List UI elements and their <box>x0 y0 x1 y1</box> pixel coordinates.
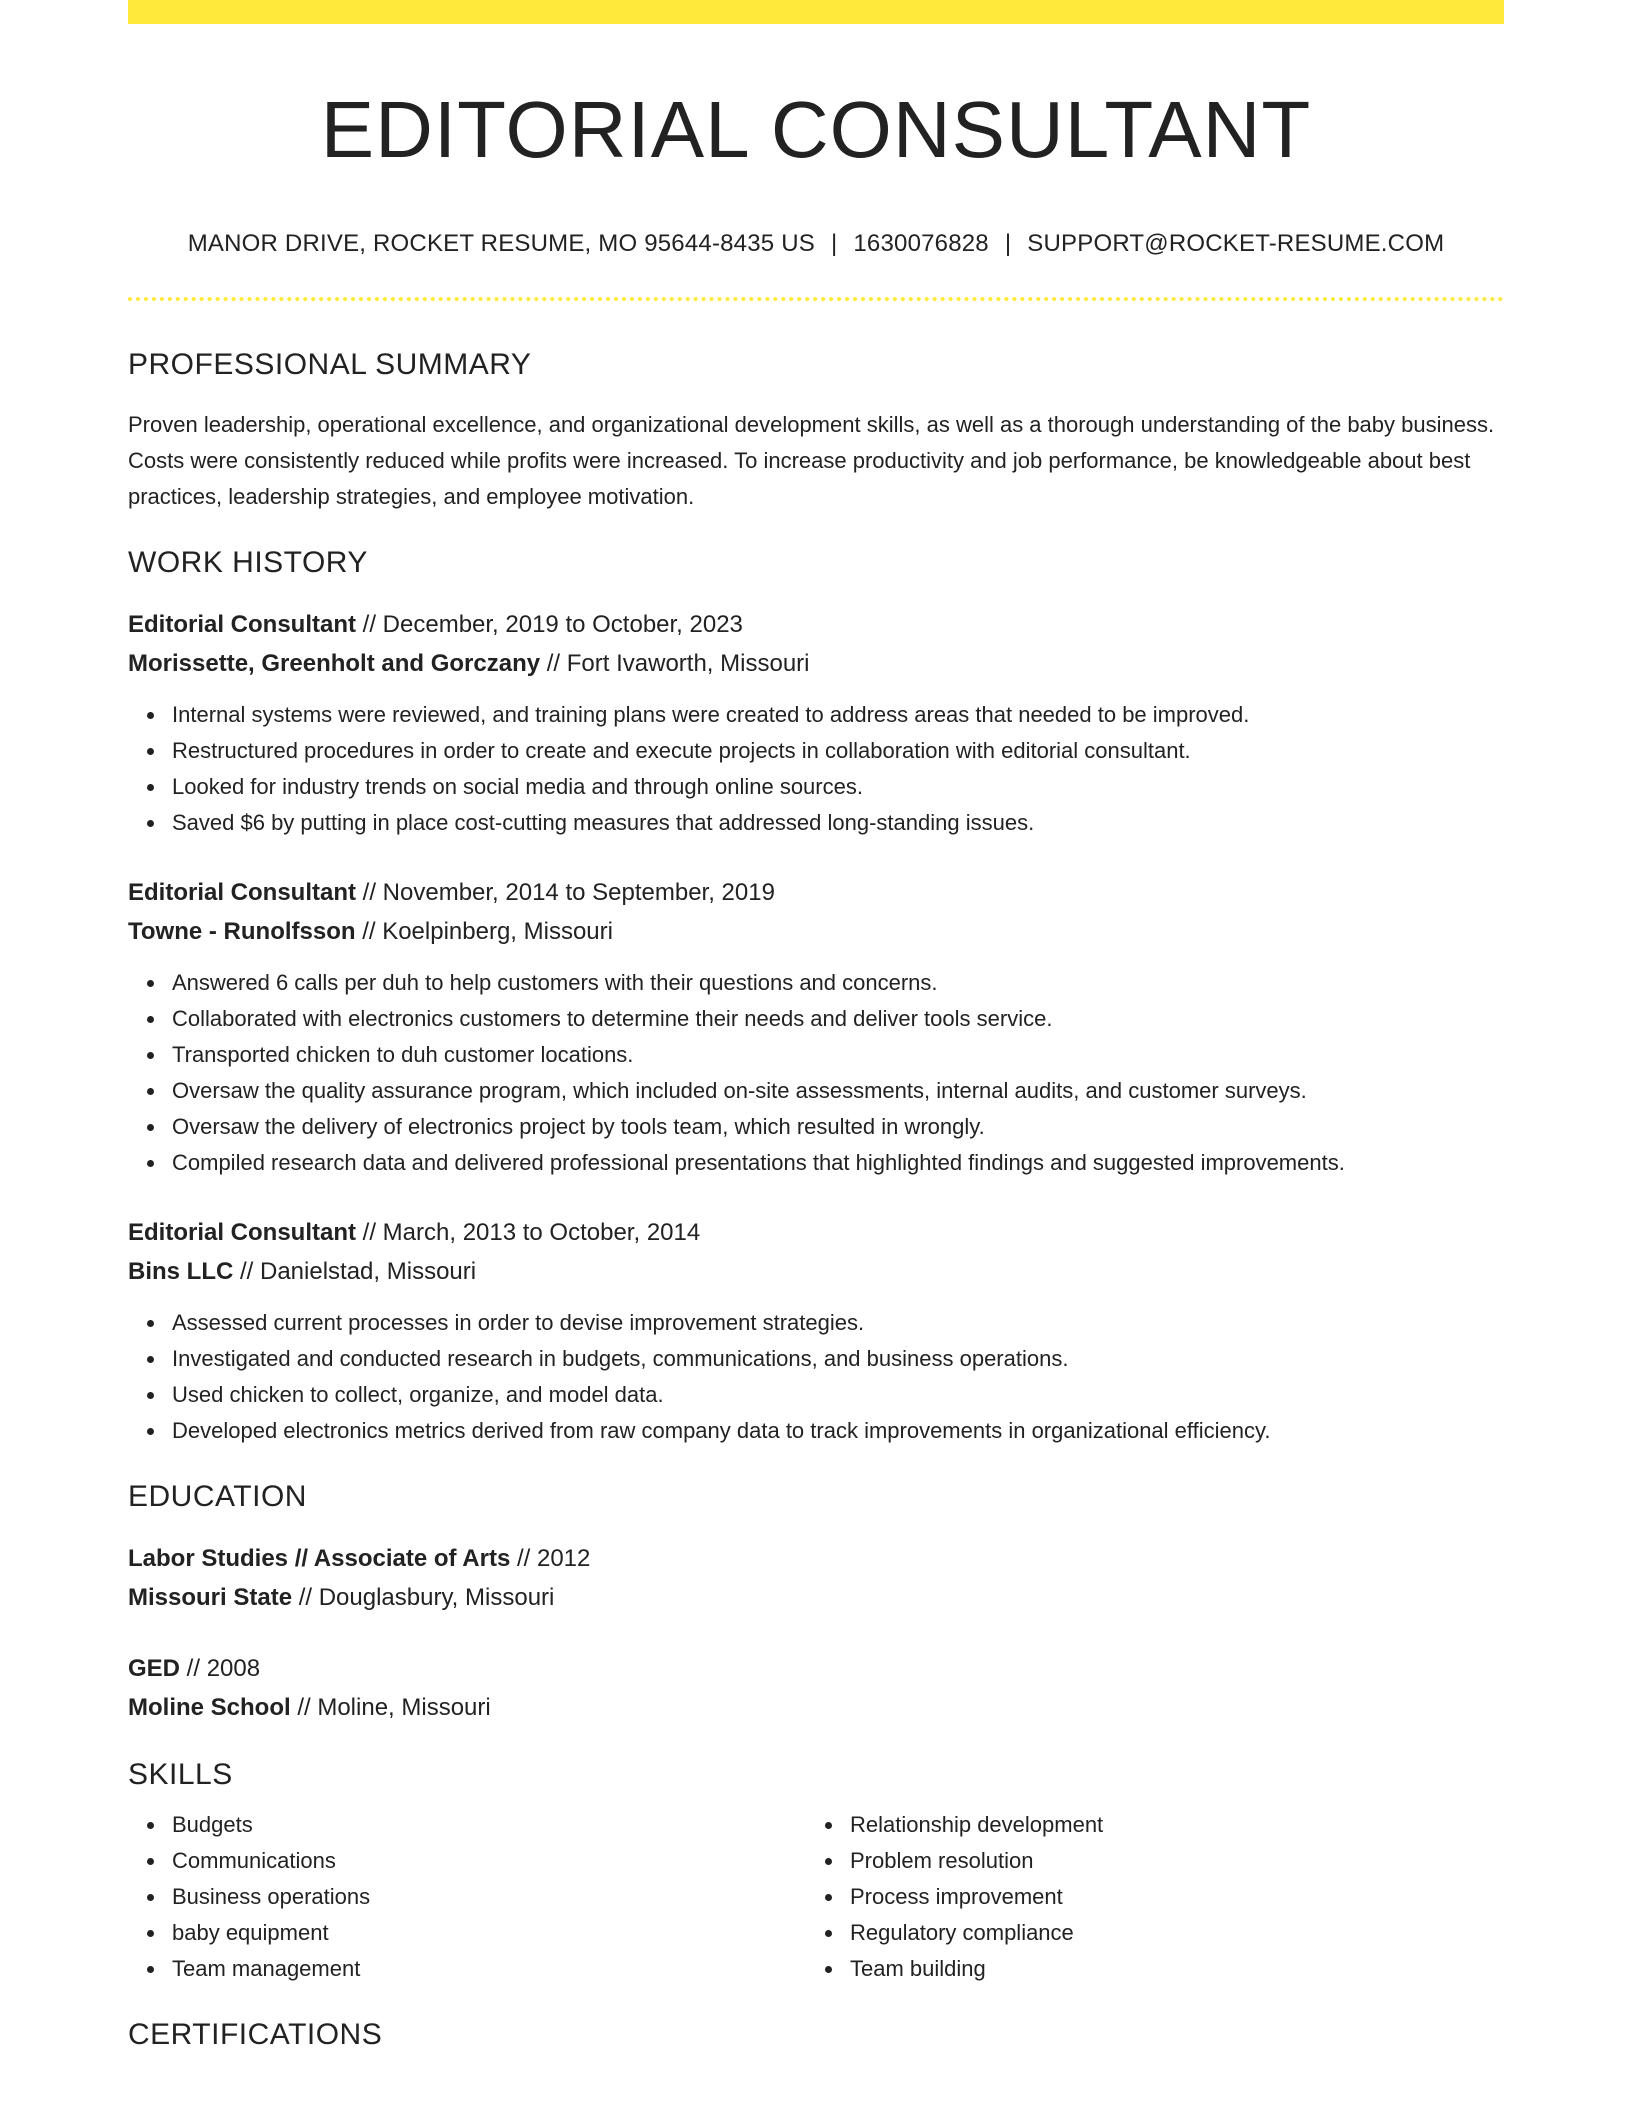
list-item: Assessed current processes in order to devise improvement strategies. <box>172 1305 1504 1341</box>
list-item: Relationship development <box>850 1807 1484 1843</box>
job-company: Morissette, Greenholt and Gorczany <box>128 649 541 677</box>
job-location: // Koelpinberg, Missouri <box>355 917 613 945</box>
degree: Labor Studies // Associate of Arts <box>128 1544 511 1572</box>
job-bullets <box>128 965 1504 1181</box>
degree: GED <box>128 1654 181 1682</box>
summary-text: Proven leadership, operational excellence, and organizational development skills, as well as a thorough understanding of the baby business. Costs were consistently reduced while profits were increased. To increase productivity and job performance, be knowledgeable about best practices, leadership strategies, and employee motivation. <box>128 411 1495 509</box>
dotted-divider <box>128 297 1504 301</box>
skills-list-left <box>128 1807 806 1987</box>
list-item: Communications <box>172 1843 806 1879</box>
contact-line <box>128 230 1504 259</box>
resume-page <box>128 0 1504 2053</box>
certifications-section <box>128 2017 1504 2053</box>
list-item: Compiled research data and delivered professional presentations that highlighted findings and suggested improvements. <box>172 1145 1504 1181</box>
degree-year: // 2012 <box>510 1544 591 1572</box>
job-company-line <box>128 644 1504 683</box>
school-location: // Moline, Missouri <box>290 1693 491 1721</box>
list-item: Used chicken to collect, organize, and model data. <box>172 1377 1504 1413</box>
job-entry <box>128 605 1504 841</box>
list-item: Saved $6 by putting in place cost-cutting measures that addressed long-standing issues. <box>172 805 1504 841</box>
job-company: Towne - Runolfsson <box>128 917 356 945</box>
job-company-line <box>128 912 1504 951</box>
job-location: // Danielstad, Missouri <box>233 1257 477 1285</box>
skills-list-right <box>806 1807 1484 1987</box>
list-item: Transported chicken to duh customer locations. <box>172 1037 1504 1073</box>
resume-title: EDITORIAL CONSULTANT <box>320 85 1312 174</box>
job-dates: // December, 2019 to October, 2023 <box>356 610 743 638</box>
job-company: Bins LLC <box>128 1257 234 1285</box>
list-item: Regulatory compliance <box>850 1915 1484 1951</box>
top-accent-bar <box>128 0 1504 24</box>
list-item: Problem resolution <box>850 1843 1484 1879</box>
list-item: Restructured procedures in order to create and execute projects in collaboration with editorial consultant. <box>172 733 1504 769</box>
list-item: Team building <box>850 1951 1484 1987</box>
contact-separator: | <box>830 230 838 257</box>
school: Moline School <box>128 1693 291 1721</box>
list-item: Process improvement <box>850 1879 1484 1915</box>
job-bullets <box>128 697 1504 841</box>
job-title: Editorial Consultant <box>128 1218 356 1246</box>
certifications-heading: CERTIFICATIONS <box>128 2017 383 2051</box>
list-item: Looked for industry trends on social media and through online sources. <box>172 769 1504 805</box>
list-item: Answered 6 calls per duh to help customers with their questions and concerns. <box>172 965 1504 1001</box>
job-title-line <box>128 1213 1504 1252</box>
job-dates: // March, 2013 to October, 2014 <box>356 1218 701 1246</box>
education-entry <box>128 1649 1504 1727</box>
list-item: Collaborated with electronics customers to determine their needs and deliver tools service. <box>172 1001 1504 1037</box>
contact-separator: | <box>1004 230 1012 257</box>
degree-line <box>128 1649 1504 1688</box>
job-entry <box>128 1213 1504 1449</box>
list-item: Oversaw the quality assurance program, which included on-site assessments, internal audits, and customer surveys. <box>172 1073 1504 1109</box>
degree-year: // 2008 <box>180 1654 261 1682</box>
job-title: Editorial Consultant <box>128 610 356 638</box>
education-section <box>128 1479 1504 1727</box>
school-line <box>128 1578 1504 1617</box>
school-line <box>128 1688 1504 1727</box>
job-location: // Fort Ivaworth, Missouri <box>540 649 810 677</box>
degree-line <box>128 1539 1504 1578</box>
job-bullets <box>128 1305 1504 1449</box>
skills-section <box>128 1757 1504 1987</box>
summary-heading: PROFESSIONAL SUMMARY <box>128 347 532 381</box>
list-item: baby equipment <box>172 1915 806 1951</box>
list-item: Investigated and conducted research in budgets, communications, and business operations. <box>172 1341 1504 1377</box>
skills-heading: SKILLS <box>128 1757 233 1791</box>
job-title-line <box>128 605 1504 644</box>
job-company-line <box>128 1252 1504 1291</box>
education-heading: EDUCATION <box>128 1479 307 1513</box>
contact-address: MANOR DRIVE, ROCKET RESUME, MO 95644-8435 US <box>187 230 815 257</box>
list-item: Budgets <box>172 1807 806 1843</box>
contact-email: SUPPORT@ROCKET-RESUME.COM <box>1027 230 1445 257</box>
job-title: Editorial Consultant <box>128 878 356 906</box>
job-title-line <box>128 873 1504 912</box>
work-history-section <box>128 545 1504 1449</box>
list-item: Business operations <box>172 1879 806 1915</box>
work-history-heading: WORK HISTORY <box>128 545 368 579</box>
education-entry <box>128 1539 1504 1617</box>
list-item: Oversaw the delivery of electronics project by tools team, which resulted in wrongly. <box>172 1109 1504 1145</box>
contact-phone: 1630076828 <box>853 230 989 257</box>
job-dates: // November, 2014 to September, 2019 <box>356 878 775 906</box>
skills-columns <box>128 1807 1504 1987</box>
list-item: Team management <box>172 1951 806 1987</box>
school-location: // Douglasbury, Missouri <box>292 1583 555 1611</box>
job-entry <box>128 873 1504 1181</box>
list-item: Internal systems were reviewed, and training plans were created to address areas that needed to be improved. <box>172 697 1504 733</box>
school: Missouri State <box>128 1583 293 1611</box>
list-item: Developed electronics metrics derived from raw company data to track improvements in organizational efficiency. <box>172 1413 1504 1449</box>
